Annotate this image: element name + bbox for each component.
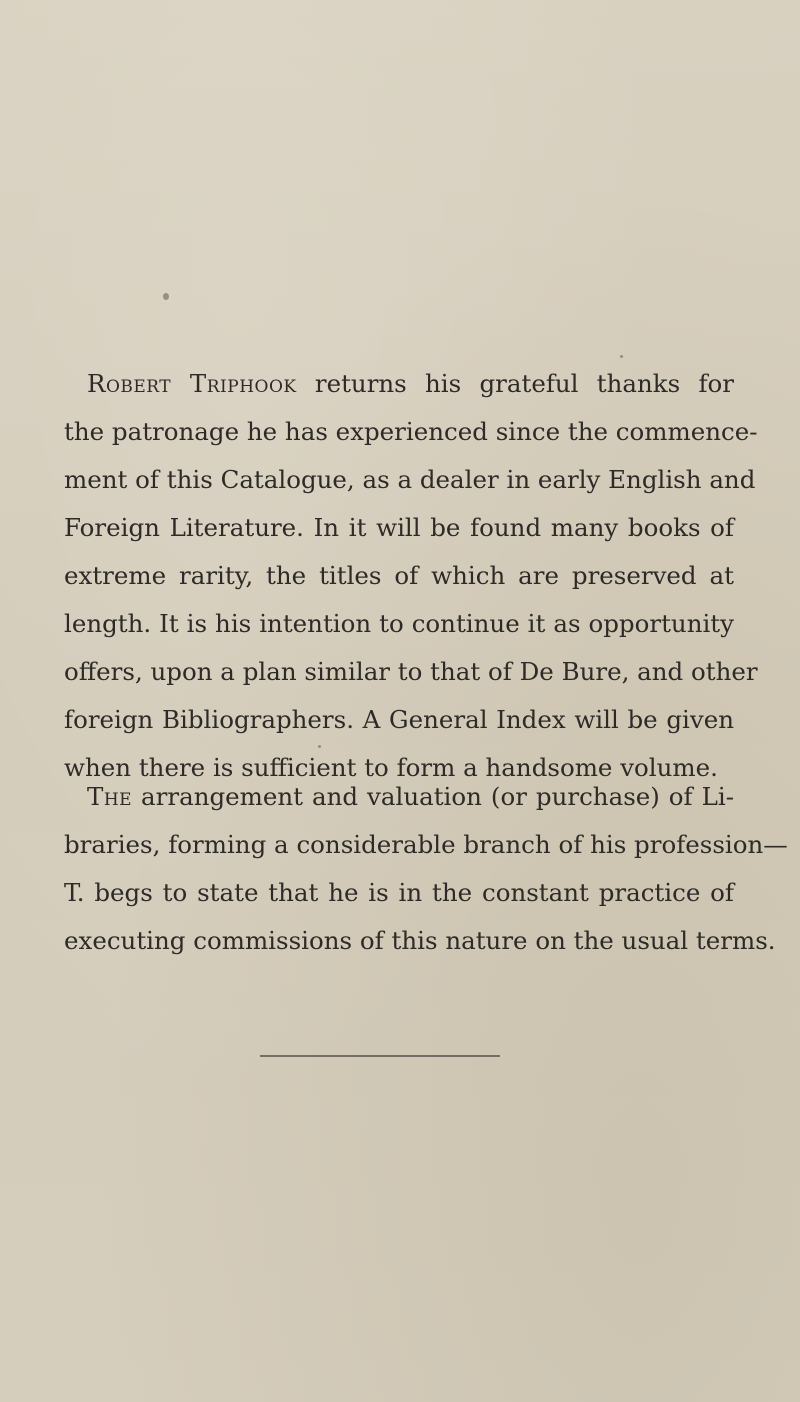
paragraph-libraries-line-2: braries, forming a considerable branch of his profession— (64, 830, 788, 859)
paragraph-thanks (64, 360, 758, 792)
paragraph-thanks-line-7: offers, upon a plan similar to that of De Bure, and other (64, 657, 758, 686)
foxing-spot (163, 293, 169, 300)
paragraph-libraries-line-1: The arrangement and valuation (or purchase) of Li- (87, 782, 734, 811)
paragraph-thanks-line-2: the patronage he has experienced since the commence- (64, 417, 758, 446)
paragraph-thanks-line-1: Robert Triphook returns his grateful thanks for (87, 369, 735, 398)
paragraph-thanks-line-8: foreign Bibliographers. A General Index will be given (64, 705, 734, 734)
paragraph-libraries (64, 773, 788, 965)
paragraph-lead-word: The (87, 782, 133, 811)
foxing-spot (620, 355, 623, 358)
author-name: Robert Triphook (87, 369, 297, 398)
closing-rule (260, 1055, 500, 1057)
paragraph-libraries-line-3: T. begs to state that he is in the constant practice of (64, 878, 734, 907)
paragraph-thanks-line-3: ment of this Catalogue, as a dealer in early English and (64, 465, 756, 494)
paragraph-thanks-line-5: extreme rarity, the titles of which are preserved at (64, 561, 734, 590)
paragraph-libraries-line-4: executing commissions of this nature on the usual terms. (64, 926, 776, 955)
paragraph-thanks-line-6: length. It is his intention to continue it as opportunity (64, 609, 734, 638)
paragraph-thanks-line-9: when there is sufficient to form a handsome volume. (64, 753, 718, 782)
paragraph-thanks-line-4: Foreign Literature. In it will be found many books of (64, 513, 734, 542)
